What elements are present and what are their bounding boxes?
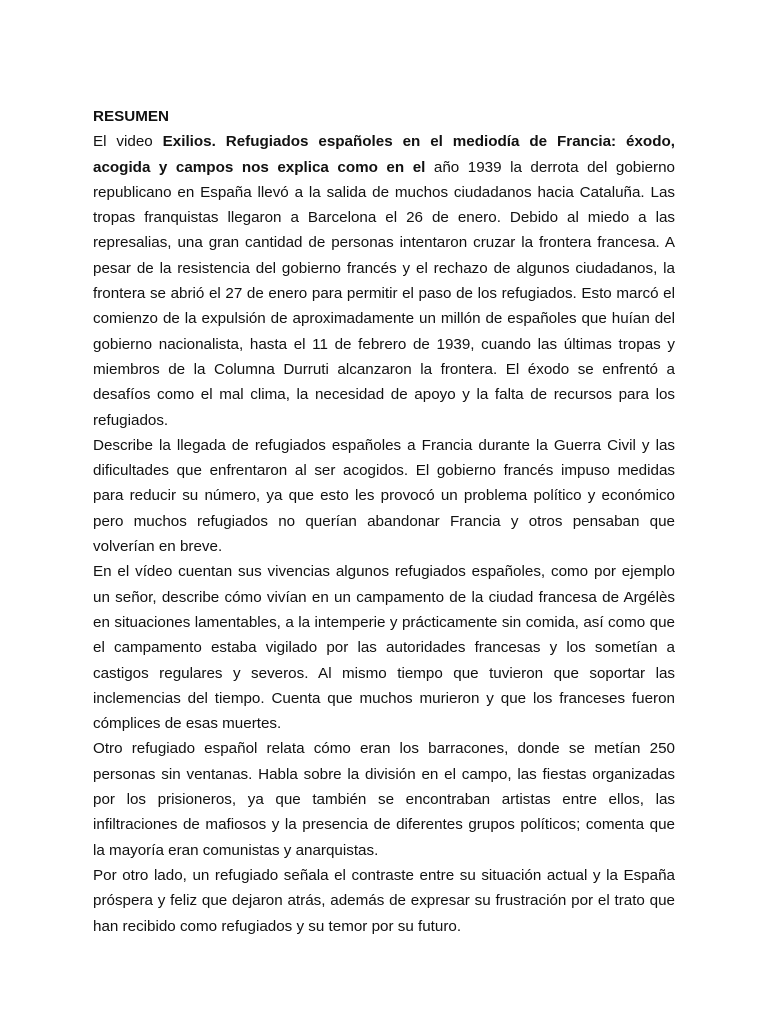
video-title: Exilios. Refugiados españoles en el mediodía de Francia: éxodo, acogida y campos nos explica como en el [93, 133, 675, 176]
paragraph-3: En el vídeo cuentan sus vivencias algunos refugiados españoles, como por ejemplo un señor, describe cómo vivían en un campamento de la ciudad francesa de Argélès en situaciones lamentables, a la intemperie y prácticamente sin comida, así como que el campamento estaba vigilado por las autoridades francesas y los sometían a castigos regulares y severos. Al mismo tiempo que tuvieron que soportar las inclemencias del tiempo. Cuenta que muchos murieron y que los franceses fueron cómplices de esas muertes. [93, 563, 675, 733]
document-page [93, 104, 675, 939]
paragraph-5: Por otro lado, un refugiado señala el contraste entre su situación actual y la España próspera y feliz que dejaron atrás, además de expresar su frustración por el trato que han recibido como refugiados y su temor por su futuro. [93, 866, 675, 935]
paragraph-1 [93, 129, 675, 433]
paragraph-4: Otro refugiado español relata cómo eran los barracones, donde se metían 250 personas sin ventanas. Habla sobre la división en el campo, las fiestas organizadas por los prisioneros, ya que también se encontraban artistas entre ellos, las infiltraciones de mafiosos y la presencia de diferentes grupos políticos; comenta que la mayoría eran comunistas y anarquistas. [93, 740, 675, 859]
paragraph-1-rest: año 1939 la derrota del gobierno republicano en España llevó a la salida de muchos ciudadanos hacia Cataluña. Las tropas franquistas llegaron a Barcelona el 26 de enero. Debido al miedo a las represalias, una gran cantidad de personas intentaron cruzar la frontera francesa. A pesar de la resistencia del gobierno francés y el rechazo de algunos ciudadanos, la frontera se abrió el 27 de enero para permitir el paso de los refugiados. Esto marcó el comienzo de la expulsión de aproximadamente un millón de españoles que huían del gobierno nacionalista, hasta el 11 de febrero de 1939, cuando las últimas tropas y miembros de la Columna Durruti alcanzaron la frontera. El éxodo se enfrentó a desafíos como el mal clima, la necesidad de apoyo y la falta de recursos para los refugiados. [93, 158, 675, 429]
document-heading: RESUMEN [93, 108, 169, 125]
paragraph-1-intro: El video [93, 133, 163, 151]
paragraph-2: Describe la llegada de refugiados españoles a Francia durante la Guerra Civil y las dificultades que enfrentaron al ser acogidos. El gobierno francés impuso medidas para reducir su número, ya que esto les provocó un problema político y económico pero muchos refugiados no querían abandonar Francia y otros pensaban que volverían en breve. [93, 436, 675, 556]
